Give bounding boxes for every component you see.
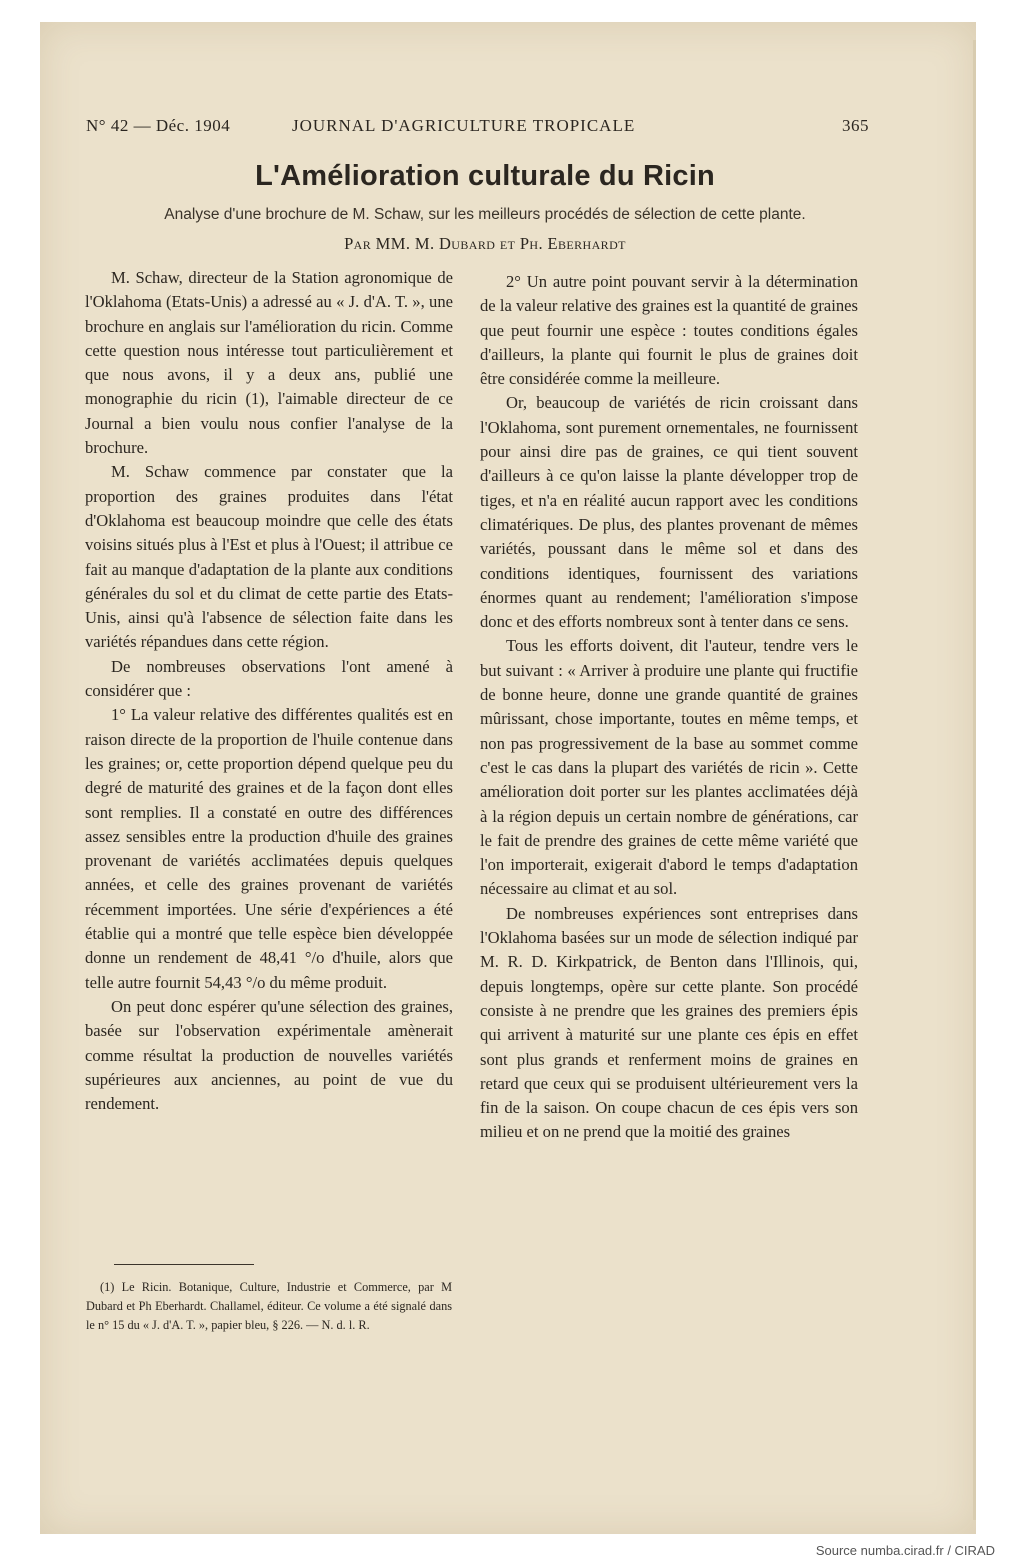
paragraph: On peut donc espérer qu'une sélection des graines, basée sur l'observation expérimentale amènerait comme résultat la production de nouvelles variétés supérieures aux anciennes, au point de vue du rendement. [85,996,453,1114]
footnote-text: (1) Le Ricin. Botanique, Culture, Industrie et Commerce, par M Dubard et Ph Eberhardt. Challamel, éditeur. Ce volume a été signalé dans le n° 15 du « J. d'A. T. », papier bleu, § 226. — N. d. l. R. [86,1280,452,1332]
footnote [86,1278,452,1335]
article-title: L'Amélioration culturale du Ricin [255,160,715,192]
paragraph: M. Schaw commence par constater que la proportion des graines produites dans l'état d'Oklahoma est beaucoup moindre que celle des états voisins situés plus à l'Est et plus à l'Ouest; il attribue ce fait au manque d'adaptation de la plante aux conditions générales du sol et du climat de cette partie des Etats-Unis, ainsi qu'à l'absence de sélection faite dans les variétés répandues dans cette région. [85,462,453,652]
paragraph: M. Schaw, directeur de la Station agronomique de l'Oklahoma (Etats-Unis) a adressé au « J. d'A. T. », une brochure en anglais sur l'amélioration du ricin. Comme cette question nous intéresse tout particulièrement et que nous avons, il y a deux ans, publié une monographie du ricin (1), l'aimable directeur de ce Journal a bien voulu nous confier l'analyse de la brochure. [85,268,453,458]
paragraph: Or, beaucoup de variétés de ricin croissant dans l'Oklahoma, sont purement ornementales, ne fournissent pour ainsi dire pas de graines, ce qui tient souvent d'ailleurs à ce qu'on laisse la plante développer trop de tiges, et n'a en réalité aucun rapport avec les conditions climatériques. De plus, des plantes provenant de mêmes variétés, poussant dans le même sol et dans des conditions identiques, fournissent des variations énormes quant au rendement; l'amélioration s'impose donc et des efforts nombreux sont à tenter dans ce sens. [480,393,858,632]
running-header [86,116,869,140]
paragraph: De nombreuses observations l'ont amené à considérer que : [85,656,453,701]
left-column [85,266,453,1116]
source-credit: Source numba.cirad.fr / CIRAD [815,1543,995,1558]
journal-name: JOURNAL D'AGRICULTURE TROPICALE [292,116,636,135]
paragraph: De nombreuses expériences sont entreprises dans l'Oklahoma basées sur un mode de sélection indiqué par M. R. D. Kirkpatrick, de Benton dans l'Illinois, qui, depuis longtemps, opère sur cette plante. Son procédé consiste à ne prendre que les graines des premiers épis qui arrivent à maturité sur une plante ces épis en effet sont plus grands et renferment moins de graines en retard que ceux qui se produisent ultérieurement vers la fin de la saison. On coupe chacun de ces épis vers son milieu et on ne prend que la moitié des graines [480,903,858,1142]
footnote-rule [114,1264,254,1265]
paragraph: 1° La valeur relative des différentes qualités est en raison directe de la proportion de l'huile contenue dans les graines; or, cette proportion dépend quelque peu du degré de maturité des graines et de la façon dont elles sont remplies. Il a constaté en outre des différences assez sensibles entre la production d'huile des graines provenant de variétés acclimatées depuis quelques années, et celle des graines provenant de variétés récemment importées. Une série d'expériences a été établie qui a montré que telle espèce bien développée donne un rendement de 48,41 °/o d'huile, alors que telle autre fournit 54,43 °/o du même produit. [85,705,453,992]
page-number: 365 [842,116,869,135]
article-subtitle: Analyse d'une brochure de M. Schaw, sur les meilleurs procédés de sélection de cette plante. [164,206,806,223]
page-edge [973,40,976,1520]
issue-label: N° 42 — Déc. 1904 [86,116,231,135]
article-authors: Par MM. M. Dubard et Ph. Eberhardt [344,234,626,253]
paragraph: 2° Un autre point pouvant servir à la détermination de la valeur relative des graines est la quantité de graines que peut fournir une espèce : toutes conditions égales d'ailleurs, la plante qui fournit le plus de graines doit être considérée comme la meilleure. [480,272,858,389]
right-column [480,270,858,1145]
paragraph: Tous les efforts doivent, dit l'auteur, tendre vers le but suivant : « Arriver à produire une plante qui fructifie de bonne heure, donne une grande quantité de graines mûrissant, chose importante, toutes en même temps, et non pas progressivement de la base au sommet comme c'est le cas dans la plupart des variétés de ricin ». Cette amélioration doit porter sur les plantes acclimatées déjà à la région depuis un certain nombre de générations, car le fait de prendre des graines de cette même variété que l'on importerait, exigerait d'abord le temps d'adaptation nécessaire au climat et au sol. [480,636,858,899]
